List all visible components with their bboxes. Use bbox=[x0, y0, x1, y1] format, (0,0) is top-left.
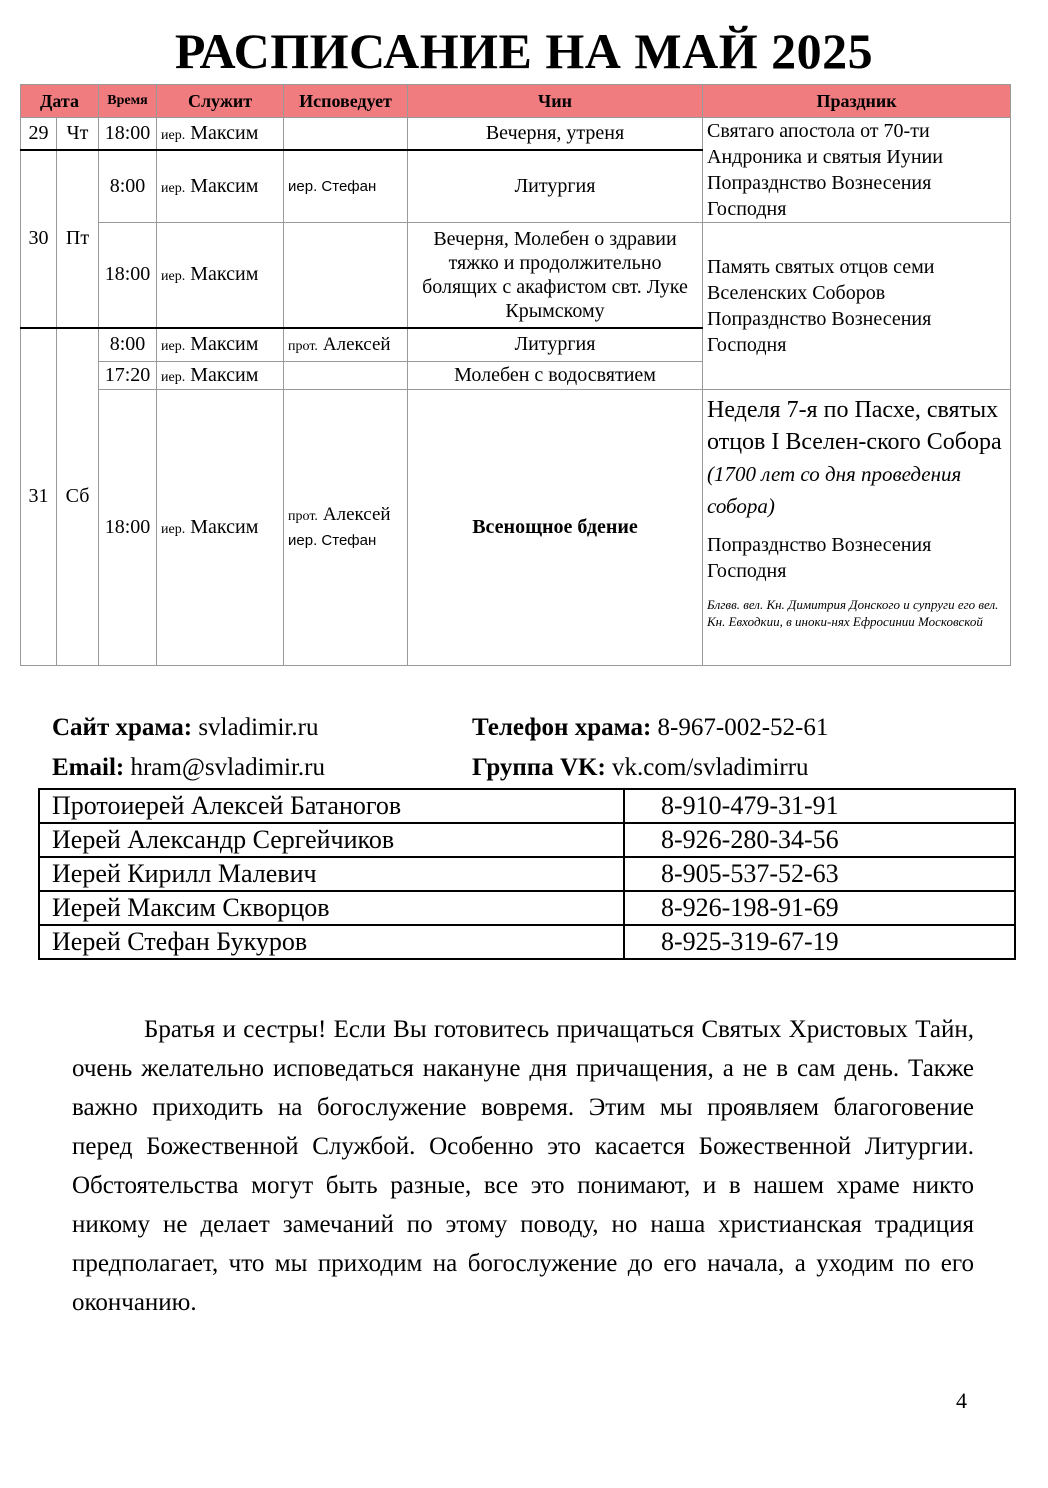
time-cell: 17:20 bbox=[99, 362, 157, 390]
weekday-30: Пт bbox=[57, 150, 99, 328]
rite-cell: Молебен с водосвятием bbox=[408, 362, 703, 390]
schedule-header-row bbox=[21, 85, 1011, 118]
serves-cell: иер. Максим bbox=[157, 362, 284, 390]
feast-31-main: Неделя 7-я по Пасхе, святых отцов I Вселен-ского Собора (1700 лет со дня проведения собора) bbox=[707, 397, 1002, 518]
clergy-name: Иерей Максим Скворцов bbox=[39, 891, 624, 925]
serves-cell: иер. Максим bbox=[157, 328, 284, 362]
confesses-cell bbox=[284, 118, 408, 150]
confesses-cell bbox=[284, 223, 408, 328]
table-row bbox=[21, 223, 1011, 328]
rite-cell: Вечерня, утреня bbox=[408, 118, 703, 150]
weekday-29: Чт bbox=[57, 118, 99, 150]
vk-label: Группа VK: bbox=[472, 754, 606, 781]
page-number: 4 bbox=[956, 1388, 967, 1413]
serves-cell: иер. Максим bbox=[157, 150, 284, 223]
clergy-phone: 8-926-198-91-69 bbox=[624, 891, 1015, 925]
site-value[interactable]: svladimir.ru bbox=[198, 714, 319, 741]
table-row bbox=[39, 925, 1015, 959]
clergy-name: Иерей Стефан Букуров bbox=[39, 925, 624, 959]
page-title: РАСПИСАНИЕ НА МАЙ 2025 bbox=[174, 23, 874, 79]
day-31: 31 bbox=[21, 328, 57, 666]
rite-cell: Литургия bbox=[408, 150, 703, 223]
rite-cell: Всенощное бдение bbox=[408, 390, 703, 666]
feast-29: Святаго апостола от 70-ти Андроника и святыя Иунии Попразднство Вознесения Господня bbox=[703, 118, 1011, 223]
time-cell: 8:00 bbox=[99, 328, 157, 362]
header-confesses: Исповедует bbox=[284, 85, 408, 118]
time-cell: 18:00 bbox=[99, 118, 157, 150]
phone-label: Телефон храма: bbox=[472, 714, 652, 741]
vk-value[interactable]: vk.com/svladimirru bbox=[612, 754, 809, 781]
confesses-cell: иер. Стефан bbox=[284, 150, 408, 223]
clergy-phone: 8-925-319-67-19 bbox=[624, 925, 1015, 959]
header-serves: Служит bbox=[157, 85, 284, 118]
feast-31-small: Блгвв. вел. Кн. Димитрия Донского и супруги его вел. Кн. Евходкии, в иноки-нях Ефросинии Московской bbox=[707, 597, 999, 629]
rite-cell: Вечерня, Молебен о здравии тяжко и продолжительно болящих с акафистом свт. Луке Крымскому bbox=[408, 223, 703, 328]
table-row bbox=[39, 891, 1015, 925]
time-cell: 18:00 bbox=[99, 390, 157, 666]
day-29: 29 bbox=[21, 118, 57, 150]
header-feast: Праздник bbox=[703, 85, 1011, 118]
clergy-phone: 8-910-479-31-91 bbox=[624, 789, 1015, 823]
clergy-name: Иерей Александр Сергейчиков bbox=[39, 823, 624, 857]
rite-cell: Литургия bbox=[408, 328, 703, 362]
notice-paragraph: Братья и сестры! Если Вы готовитесь причащаться Святых Христовых Тайн, очень желательно исповедаться накануне дня причащения, а не в сам день. Также важно приходить на богослужение вовремя. Этим мы проявляем благоговение перед Божественной Службой. Особенно это касается Божественной Литургии. Обстоятельства могут быть разные, все это понимают, и в нашем храме никто никому не делает замечаний по этому поводу, но наша христианская традиция предполагает, что мы приходим на богослужение до его начала, а уходим по его окончанию. bbox=[72, 1016, 974, 1316]
table-row bbox=[39, 789, 1015, 823]
feast-31-second: Попразднство Вознесения Господня bbox=[707, 534, 932, 582]
day-30: 30 bbox=[21, 150, 57, 328]
clergy-name: Иерей Кирилл Малевич bbox=[39, 857, 624, 891]
confesses-cell bbox=[284, 362, 408, 390]
header-time: Время bbox=[99, 85, 157, 118]
phone-value: 8-967-002-52-61 bbox=[657, 714, 829, 741]
serves-cell: иер. Максим bbox=[157, 390, 284, 666]
confesses-cell: прот. Алексей bbox=[284, 328, 408, 362]
clergy-name: Протоиерей Алексей Батаногов bbox=[39, 789, 624, 823]
contacts-block bbox=[52, 708, 1012, 788]
feast-31 bbox=[703, 390, 1011, 666]
time-cell: 8:00 bbox=[99, 150, 157, 223]
clergy-table bbox=[38, 788, 1016, 960]
clergy-phone: 8-905-537-52-63 bbox=[624, 857, 1015, 891]
header-rite: Чин bbox=[408, 85, 703, 118]
confesses-cell: прот. Алексей иер. Стефан bbox=[284, 390, 408, 666]
serves-cell: иер. Максим bbox=[157, 118, 284, 150]
table-row bbox=[21, 390, 1011, 666]
serves-cell: иер. Максим bbox=[157, 223, 284, 328]
feast-30: Память святых отцов семи Вселенских Соборов Попразднство Вознесения Господня bbox=[703, 223, 1011, 390]
site-label: Сайт храма: bbox=[52, 714, 193, 741]
table-row bbox=[39, 857, 1015, 891]
weekday-31: Сб bbox=[57, 328, 99, 666]
table-row bbox=[21, 118, 1011, 150]
email-label: Email: bbox=[52, 754, 125, 781]
header-date: Дата bbox=[21, 85, 99, 118]
email-value[interactable]: hram@svladimir.ru bbox=[130, 754, 325, 781]
schedule-table bbox=[20, 84, 1011, 666]
time-cell: 18:00 bbox=[99, 223, 157, 328]
table-row bbox=[39, 823, 1015, 857]
clergy-phone: 8-926-280-34-56 bbox=[624, 823, 1015, 857]
